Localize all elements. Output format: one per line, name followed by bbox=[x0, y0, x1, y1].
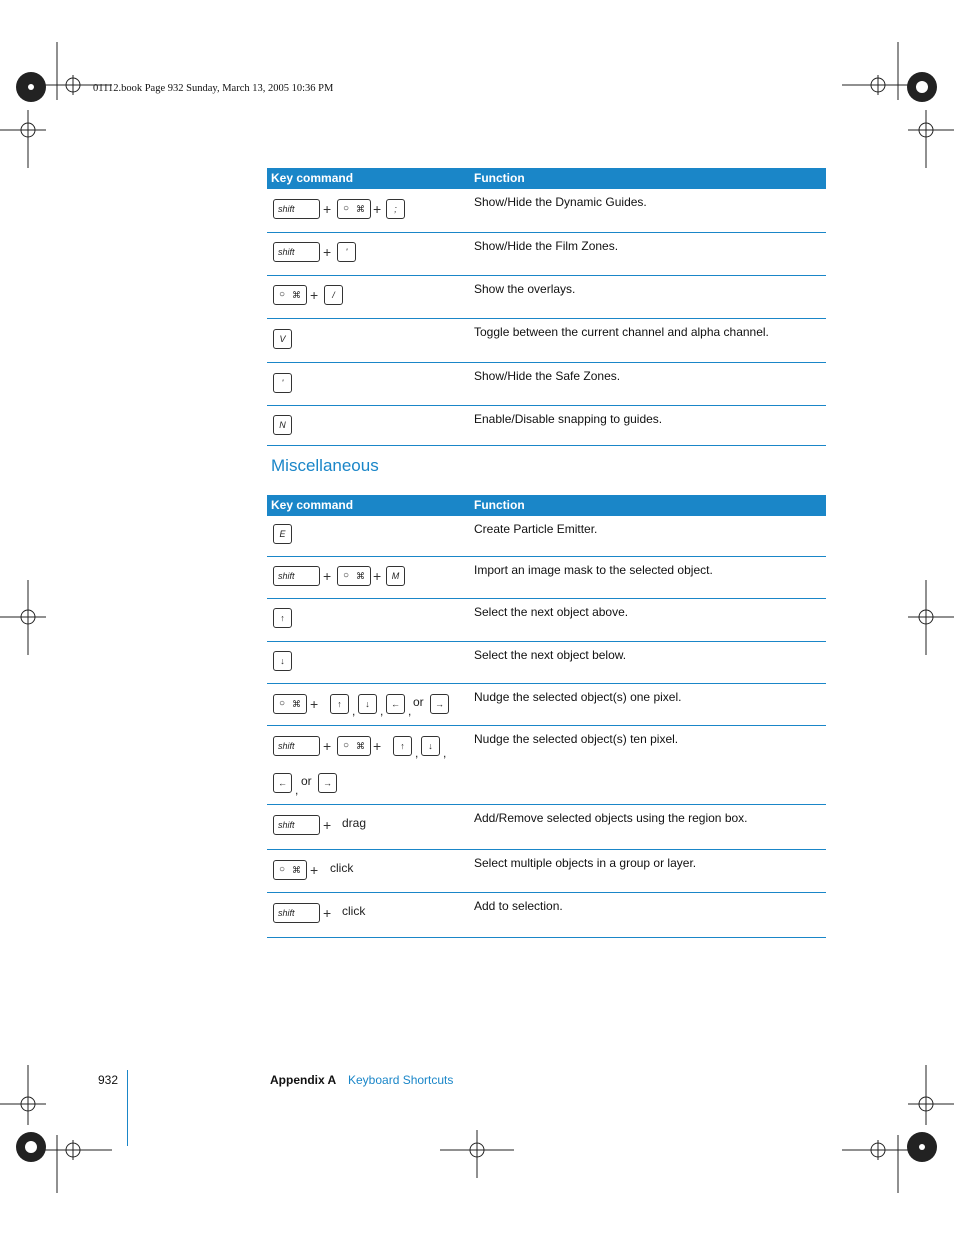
apple-icon: ○ bbox=[343, 570, 350, 581]
col-function: Function bbox=[474, 171, 525, 185]
function-text: Select the next object below. bbox=[474, 648, 627, 662]
click-text: click bbox=[330, 861, 354, 875]
table-row bbox=[267, 319, 826, 363]
function-text: Nudge the selected object(s) one pixel. bbox=[474, 690, 682, 704]
function-text: Select the next object above. bbox=[474, 605, 629, 619]
plus-sign: + bbox=[310, 287, 319, 303]
apple-icon: ○ bbox=[279, 864, 286, 875]
or-text: or bbox=[301, 774, 312, 788]
plus-sign: + bbox=[323, 201, 332, 217]
function-text: Show/Hide the Safe Zones. bbox=[474, 369, 621, 383]
command-key: ○ ⌘ bbox=[273, 285, 307, 305]
down-arrow-key: ↓ bbox=[421, 736, 440, 756]
footer-appendix: Appendix A bbox=[270, 1073, 337, 1087]
table-row bbox=[267, 363, 826, 406]
up-arrow-key: ↑ bbox=[273, 608, 292, 628]
comma: , bbox=[352, 704, 356, 718]
e-key: E bbox=[273, 524, 292, 544]
section-title: Miscellaneous bbox=[271, 456, 379, 475]
function-text: Create Particle Emitter. bbox=[474, 522, 598, 536]
function-text: Add to selection. bbox=[474, 899, 563, 913]
comma: , bbox=[295, 783, 299, 797]
left-arrow-key: ← bbox=[386, 694, 405, 714]
command-key: ○ ⌘ bbox=[337, 199, 371, 219]
table-row bbox=[267, 642, 826, 684]
print-header: 01112.book Page 932 Sunday, March 13, 2005 10:36 PM bbox=[93, 83, 334, 94]
table-row bbox=[267, 805, 826, 850]
plus-sign: + bbox=[323, 568, 332, 584]
command-key: ○ ⌘ bbox=[273, 694, 307, 714]
function-text: Enable/Disable snapping to guides. bbox=[474, 412, 663, 426]
comma: , bbox=[415, 746, 419, 760]
function-text: Show/Hide the Film Zones. bbox=[474, 239, 619, 253]
apple-icon: ○ bbox=[343, 740, 350, 751]
table-header bbox=[267, 168, 826, 189]
m-key: M bbox=[386, 566, 405, 586]
footer-rule bbox=[127, 1070, 128, 1146]
drag-text: drag bbox=[342, 816, 367, 830]
table-row bbox=[267, 276, 826, 319]
function-text: Add/Remove selected objects using the region box. bbox=[474, 811, 748, 825]
shift-key: shift bbox=[273, 566, 320, 586]
plus-sign: + bbox=[323, 738, 332, 754]
function-text: Show the overlays. bbox=[474, 282, 576, 296]
footer-chapter: Keyboard Shortcuts bbox=[348, 1073, 454, 1087]
shift-key: shift bbox=[273, 903, 320, 923]
comma: , bbox=[380, 704, 384, 718]
command-key: ○ ⌘ bbox=[337, 736, 371, 756]
command-key: ○ ⌘ bbox=[273, 860, 307, 880]
shift-key: shift bbox=[273, 736, 320, 756]
shift-key: shift bbox=[273, 815, 320, 835]
shift-key: shift bbox=[273, 242, 320, 262]
slash-key: / bbox=[324, 285, 343, 305]
function-text: Toggle between the current channel and alpha channel. bbox=[474, 325, 769, 339]
plus-sign: + bbox=[310, 862, 319, 878]
col-key-command: Key command bbox=[271, 171, 354, 185]
quote-key: ' bbox=[273, 373, 292, 393]
table-row bbox=[267, 850, 826, 893]
apple-icon: ○ bbox=[343, 203, 350, 214]
command-key: ○ ⌘ bbox=[337, 566, 371, 586]
page-number: 932 bbox=[98, 1073, 119, 1087]
plus-sign: + bbox=[310, 696, 319, 712]
table-row bbox=[267, 557, 826, 599]
plus-sign: + bbox=[373, 201, 382, 217]
down-arrow-key: ↓ bbox=[358, 694, 377, 714]
col-function: Function bbox=[474, 498, 525, 512]
function-text: Import an image mask to the selected object. bbox=[474, 563, 713, 577]
function-text: Show/Hide the Dynamic Guides. bbox=[474, 195, 647, 209]
table-row bbox=[267, 406, 826, 446]
table-row bbox=[267, 516, 826, 557]
table-row bbox=[267, 726, 826, 805]
comma: , bbox=[408, 704, 412, 718]
table-row bbox=[267, 599, 826, 642]
semicolon-key: ; bbox=[386, 199, 405, 219]
right-arrow-key: → bbox=[318, 773, 337, 793]
plus-sign: + bbox=[323, 817, 332, 833]
col-key-command: Key command bbox=[271, 498, 354, 512]
plus-sign: + bbox=[373, 738, 382, 754]
left-arrow-key: ← bbox=[273, 773, 292, 793]
plus-sign: + bbox=[323, 905, 332, 921]
quote-key: ' bbox=[337, 242, 356, 262]
plus-sign: + bbox=[373, 568, 382, 584]
right-arrow-key: → bbox=[430, 694, 449, 714]
up-arrow-key: ↑ bbox=[393, 736, 412, 756]
table-row bbox=[267, 189, 826, 233]
down-arrow-key: ↓ bbox=[273, 651, 292, 671]
function-text: Nudge the selected object(s) ten pixel. bbox=[474, 732, 679, 746]
plus-sign: + bbox=[323, 244, 332, 260]
table-row bbox=[267, 893, 826, 938]
up-arrow-key: ↑ bbox=[330, 694, 349, 714]
table-row bbox=[267, 233, 826, 276]
apple-icon: ○ bbox=[279, 289, 286, 300]
or-text: or bbox=[413, 695, 424, 709]
click-text: click bbox=[342, 904, 366, 918]
comma: , bbox=[443, 746, 447, 760]
shift-key: shift bbox=[273, 199, 320, 219]
table-row bbox=[267, 684, 826, 726]
apple-icon: ○ bbox=[279, 698, 286, 709]
function-text: Select multiple objects in a group or layer. bbox=[474, 856, 697, 870]
shortcut-table-misc bbox=[267, 495, 826, 938]
table-header bbox=[267, 495, 826, 516]
shortcut-table-view bbox=[267, 168, 826, 446]
n-key: N bbox=[273, 415, 292, 435]
v-key: V bbox=[273, 329, 292, 349]
